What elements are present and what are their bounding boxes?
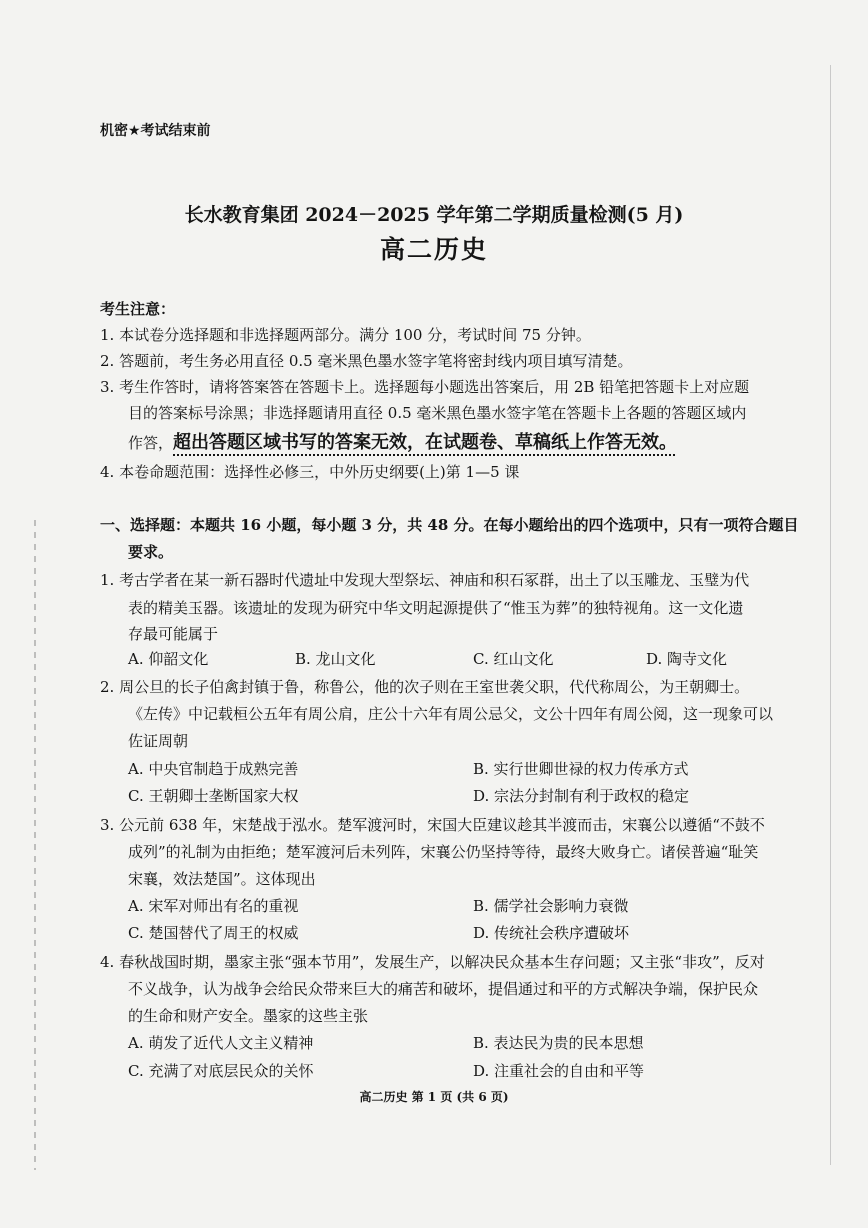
question-1-line-1: 1. 考古学者在某一新石器时代遗址中发现大型祭坛、神庙和积石冢群，出土了以玉雕龙、玉璧为代	[100, 571, 750, 589]
section-heading: 一、选择题：本题共 16 小题，每小题 3 分，共 48 分。在每小题给出的四个选项中，只有一项符合题目	[100, 516, 799, 534]
question-4-option-c: C. 充满了对底层民众的关怀	[128, 1062, 314, 1080]
question-1-option-d: D. 陶寺文化	[646, 650, 728, 668]
question-4-option-a: A. 萌发了近代人文主义精神	[128, 1034, 314, 1052]
question-4-line-3: 的生命和财产安全。墨家的这些主张	[128, 1007, 369, 1025]
binding-edge	[34, 520, 36, 1170]
question-2-line-3: 佐证周朝	[128, 732, 189, 750]
section-heading-cont: 要求。	[128, 543, 174, 561]
question-2-option-a: A. 中央官制趋于成熟完善	[128, 760, 299, 778]
notice-item-3-line-3	[128, 428, 677, 454]
question-1-option-b: B. 龙山文化	[295, 650, 376, 668]
question-2-line-1: 2. 周公旦的长子伯禽封镇于鲁，称鲁公，他的次子则在王室世袭父职，代代称周公，为王朝卿士。	[100, 678, 750, 696]
question-3-option-d: D. 传统社会秩序遭破坏	[473, 924, 630, 942]
page-footer: 高二历史 第 1 页 (共 6 页)	[359, 1090, 509, 1104]
question-2-option-c: C. 王朝卿士垄断国家大权	[128, 787, 299, 805]
question-2-option-b: B. 实行世卿世禄的权力传承方式	[473, 760, 689, 778]
notice-item-3-emphasis: 超出答题区域书写的答案无效，在试题卷、草稿纸上作答无效。	[173, 432, 678, 453]
question-3-line-1: 3. 公元前 638 年，宋楚战于泓水。楚军渡河时，宋国大臣建议趁其半渡而击，宋襄公以遵循“不鼓不	[100, 816, 765, 834]
question-2-line-2: 《左传》中记载桓公五年有周公肩，庄公十六年有周公忌父，文公十四年有周公阅，这一现象可以	[128, 705, 774, 723]
notice-item-3-line-2: 目的答案标号涂黑；非选择题请用直径 0.5 毫米黑色墨水签字笔在答题卡上各题的答题区域内	[128, 404, 747, 422]
question-2-option-d: D. 宗法分封制有利于政权的稳定	[473, 787, 690, 805]
question-1-line-2: 表的精美玉器。该遗址的发现为研究中华文明起源提供了“惟玉为葬”的独特视角。这一文化遗	[128, 599, 744, 617]
question-4-line-2: 不义战争，认为战争会给民众带来巨大的痛苦和破坏，提倡通过和平的方式解决争端，保护民众	[128, 980, 759, 998]
question-4-option-d: D. 注重社会的自由和平等	[473, 1062, 645, 1080]
question-4-line-1: 4. 春秋战国时期，墨家主张“强本节用”，发展生产，以解决民众基本生存问题；又主张“非攻”，反对	[100, 953, 765, 971]
question-3-option-b: B. 儒学社会影响力衰微	[473, 897, 629, 915]
question-3-line-3: 宋襄，效法楚国”。这体现出	[128, 870, 316, 888]
question-3-option-c: C. 楚国替代了周王的权威	[128, 924, 299, 942]
notice-heading: 考生注意：	[100, 300, 176, 318]
notice-item-3-prefix: 作答，	[128, 434, 174, 452]
question-1-option-a: A. 仰韶文化	[128, 650, 209, 668]
question-3-option-a: A. 宋军对师出有名的重视	[128, 897, 299, 915]
subject-title: 高二历史	[379, 235, 488, 264]
notice-item-2: 2. 答题前，考生务必用直径 0.5 毫米黑色墨水签字笔将密封线内项目填写清楚。	[100, 352, 633, 370]
confidential-label: 机密★考试结束前	[100, 123, 211, 139]
notice-item-3-line-1: 3. 考生作答时，请将答案答在答题卡上。选择题每小题选出答案后，用 2B 铅笔把答题卡上对应题	[100, 378, 750, 396]
notice-item-4: 4. 本卷命题范围：选择性必修三，中外历史纲要(上)第 1—5 课	[100, 463, 520, 481]
question-1-option-c: C. 红山文化	[473, 650, 554, 668]
question-1-line-3: 存最可能属于	[128, 625, 219, 643]
notice-item-1: 1. 本试卷分选择题和非选择题两部分。满分 100 分，考试时间 75 分钟。	[100, 326, 591, 344]
question-4-option-b: B. 表达民为贵的民本思想	[473, 1034, 644, 1052]
exam-title: 长水教育集团 2024－2025 学年第二学期质量检测(5 月)	[184, 204, 684, 226]
question-3-line-2: 成列”的礼制为由拒绝；楚军渡河后未列阵，宋襄公仍坚持等待，最终大败身亡。诸侯普遍“耻笑	[128, 843, 759, 861]
